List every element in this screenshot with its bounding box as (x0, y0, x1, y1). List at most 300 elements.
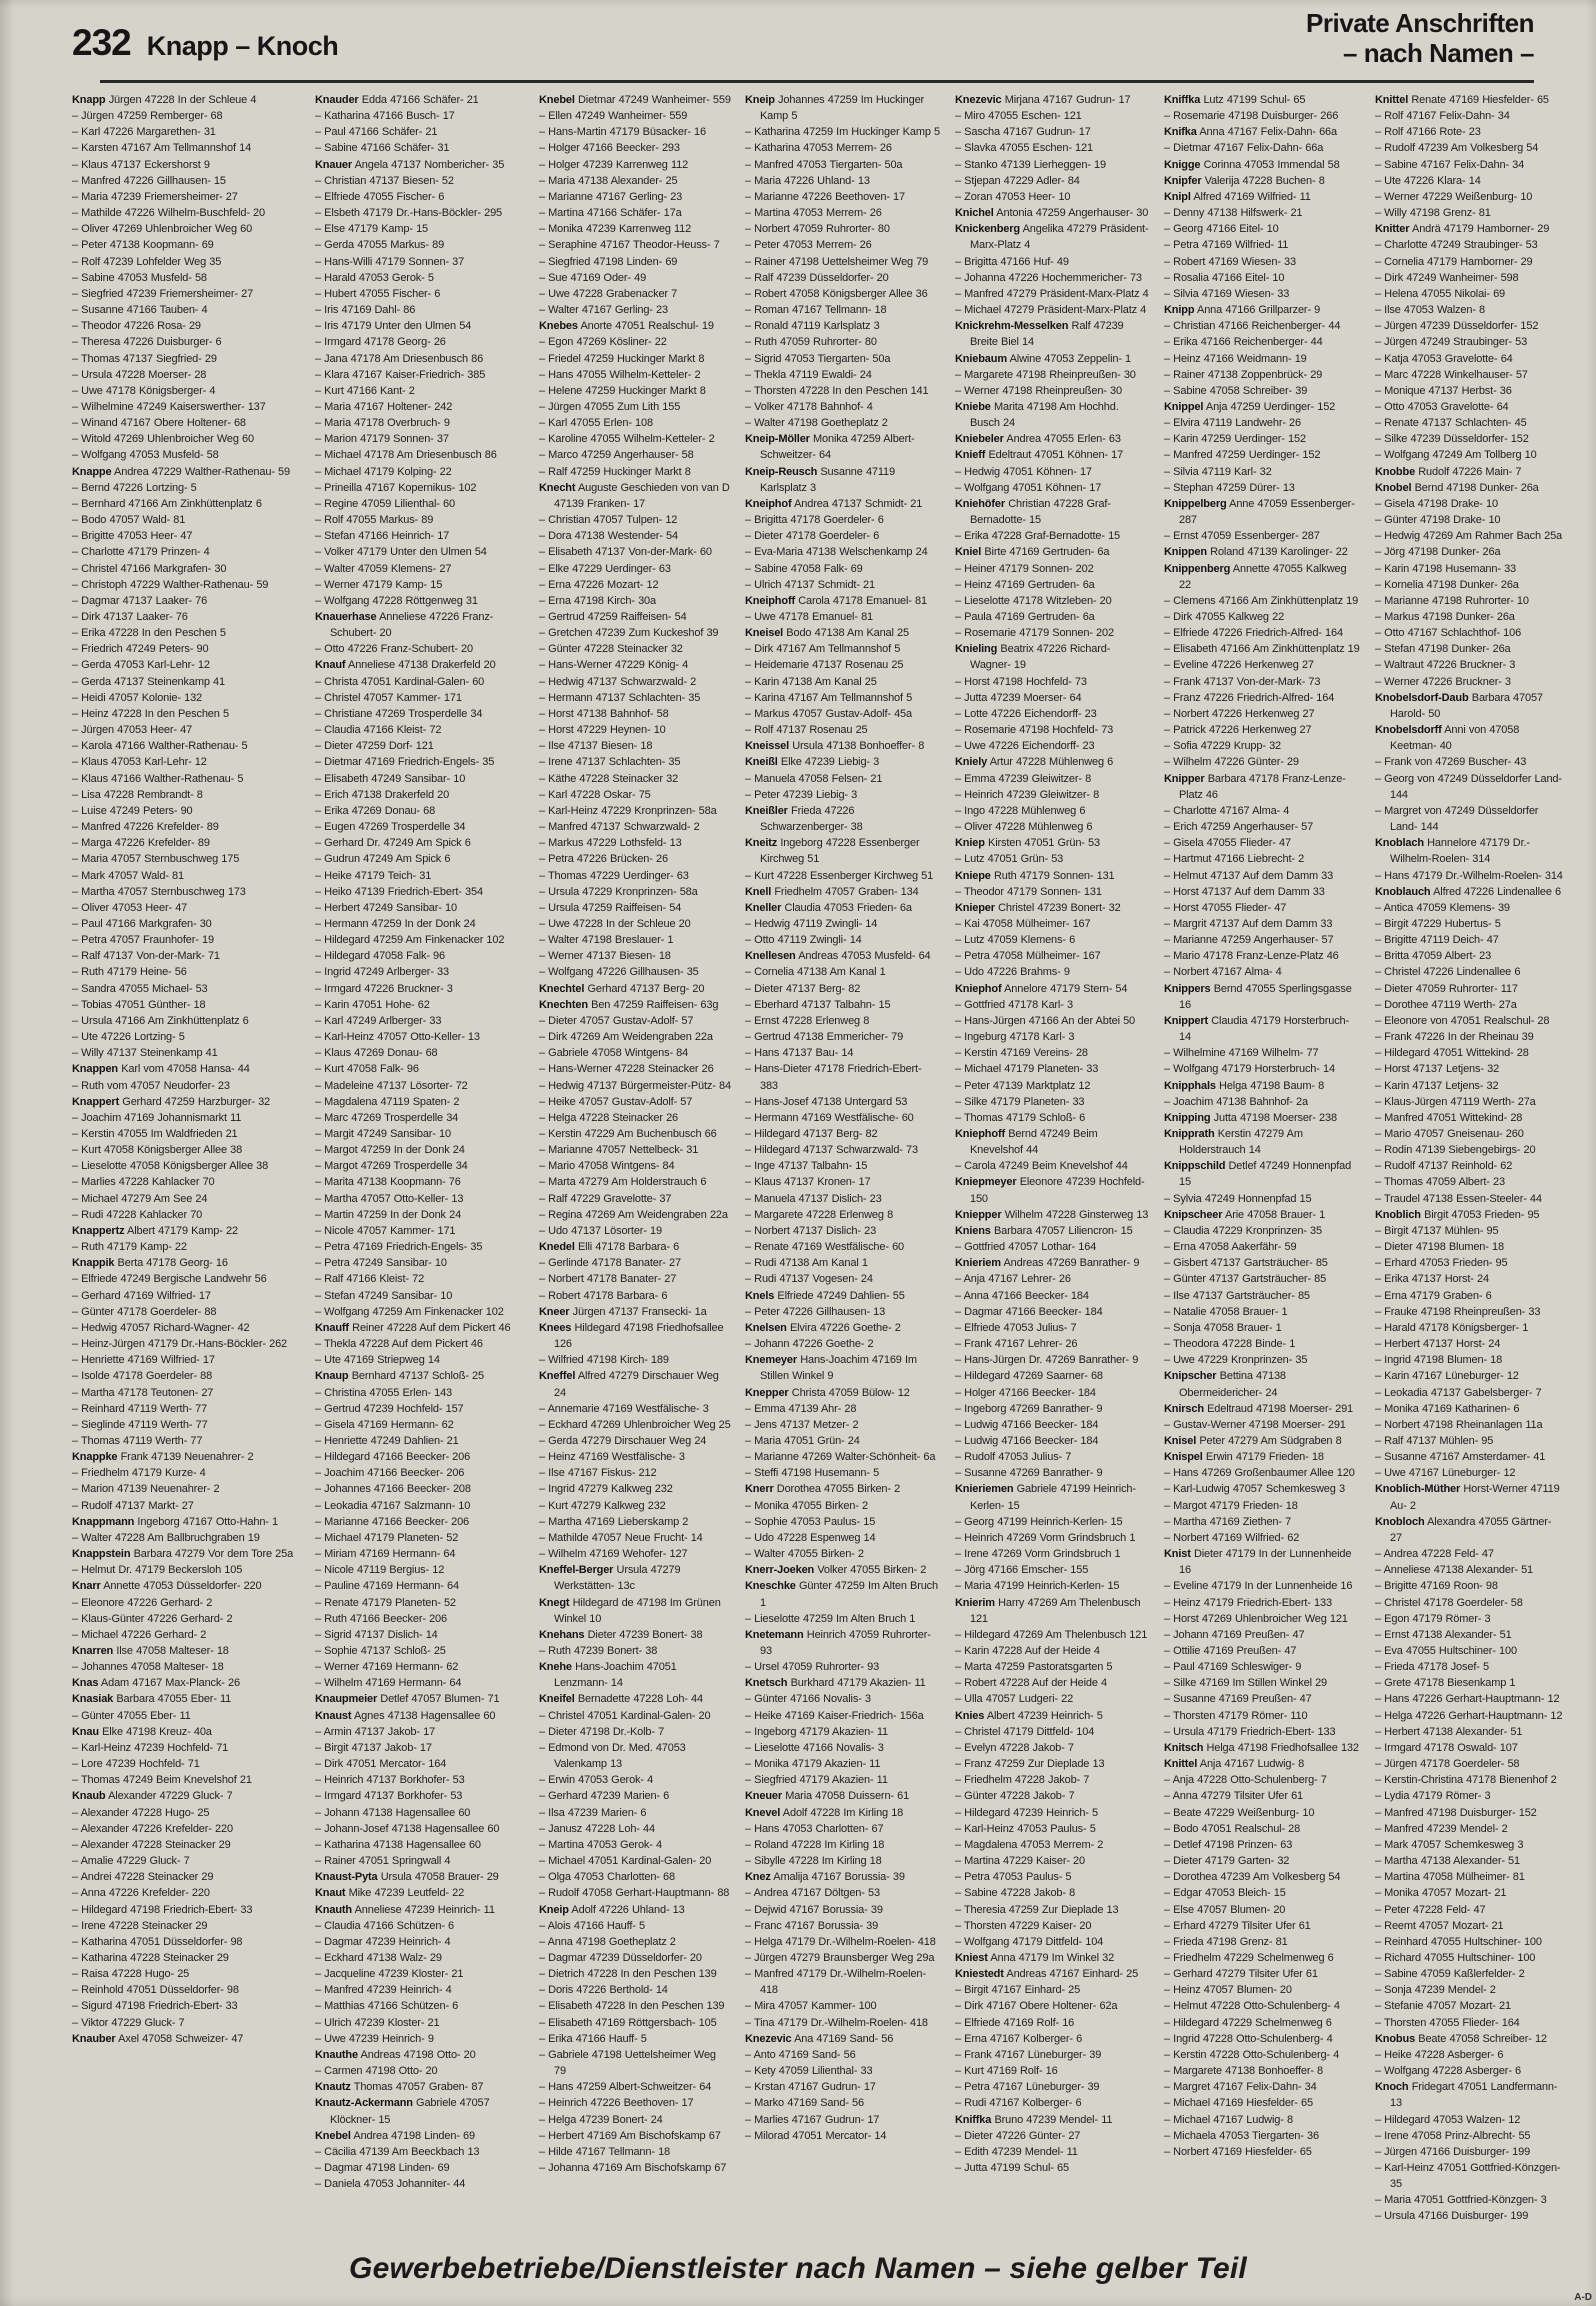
directory-entry-surname: Knelsen Elvira 47226 Goethe- 2 (745, 1321, 901, 1334)
directory-entry: – Birgit 47229 Hubertus- 5 (1375, 917, 1501, 930)
directory-entry: – Rudolf 47239 Am Volkesberg 54 (1375, 142, 1539, 155)
directory-entry: – Ute 47169 Striepweg 14 (315, 1354, 440, 1367)
directory-entry-surname: Kneip Adolf 47226 Uhland- 13 (539, 1903, 685, 1916)
directory-entry: – Thomas 47229 Uerdinger- 63 (539, 869, 689, 882)
directory-entry: – Kurt 47228 Essenberger Kirchweg 51 (745, 869, 934, 882)
directory-entry: – Hedwig 47119 Zwingli- 14 (745, 917, 878, 930)
directory-entry: – Ursula 47259 Raiffeisen- 54 (539, 901, 682, 914)
corner-mark: A-D (1574, 2292, 1592, 2303)
directory-entry: – Bodo 47051 Realschul- 28 (1164, 1822, 1301, 1835)
directory-entry: – Rosemarie 47198 Hochfeld- 73 (955, 724, 1114, 737)
directory-entry-surname: Knels Elfriede 47249 Dahlien- 55 (745, 1289, 905, 1302)
directory-entry-surname: Kneffel-Berger Ursula 47279 Werkstätten- 13c (539, 1564, 681, 1593)
directory-entry: – Friedhelm 47228 Jakob- 7 (955, 1774, 1090, 1787)
directory-entry: – Erika 47137 Horst- 24 (1375, 1273, 1489, 1286)
directory-entry: – Ralf 47229 Gravelotte- 37 (539, 1192, 672, 1205)
directory-entry: – Sophie 47137 Schloß- 25 (315, 1645, 446, 1657)
directory-entry: – Manfred 47198 Duisburger- 152 (1375, 1806, 1537, 1819)
directory-entry: – Miriam 47169 Hermann- 64 (315, 1548, 456, 1561)
directory-entry: – Erhard 47053 Frieden- 95 (1375, 1257, 1508, 1270)
directory-entry: – Karina 47167 Am Tellmannshof 5 (745, 691, 913, 704)
directory-entry-surname: Knauerhase Anneliese 47226 Franz-Schubert- 20 (315, 611, 494, 640)
directory-entry: – Marco 47259 Angerhauser- 58 (539, 449, 694, 462)
directory-entry-surname: Kneisel Bodo 47138 Am Kanal 25 (745, 627, 909, 640)
directory-entry-surname: Knippenberg Annette 47055 Kalkweg 22 (1164, 562, 1347, 591)
directory-entry: – Ottilie 47169 Preußen- 47 (1164, 1645, 1297, 1657)
directory-entry: – Annemarie 47169 Westfälische- 3 (539, 1402, 709, 1415)
directory-entry: – Oliver 47269 Uhlenbroicher Weg 60 (72, 223, 253, 236)
directory-entry: – Petra 47053 Paulus- 5 (955, 1871, 1072, 1884)
directory-entry: – Thomas 47137 Siegfried- 29 (72, 352, 217, 365)
directory-entry: – Udo 47226 Brahms- 9 (955, 966, 1070, 979)
directory-entry: – Margrit 47137 Auf dem Damm 33 (1164, 917, 1333, 930)
directory-entry: – Gisela 47198 Drake- 10 (1375, 497, 1498, 510)
directory-entry: – Martina 47166 Schäfer- 17a (539, 207, 682, 220)
directory-entry: – Karl-Ludwig 47057 Schemkesweg 3 (1164, 1483, 1345, 1496)
directory-entry: – Georg von 47249 Düsseldorfer Land- 144 (1375, 772, 1562, 801)
directory-entry: – Stephan 47259 Dürer- 13 (1164, 481, 1295, 494)
directory-entry: – Holger 47166 Beecker- 184 (955, 1386, 1096, 1399)
directory-entry: – Walter 47198 Breslauer- 1 (539, 934, 674, 947)
directory-entry: – Gottfried 47057 Lothar- 164 (955, 1241, 1097, 1254)
directory-entry: – Eleonore 47226 Gerhard- 2 (72, 1596, 213, 1609)
directory-entry: – Marta 47259 Pastoratsgarten 5 (955, 1661, 1113, 1674)
directory-entry: – Rainer 47138 Zoppenbrück- 29 (1164, 368, 1323, 381)
directory-entry: – Seraphine 47167 Theodor-Heuss- 7 (539, 239, 720, 252)
directory-entry: – Christel 47179 Dittfeld- 104 (955, 1725, 1095, 1738)
directory-entry: – Christian 47057 Tulpen- 12 (539, 514, 678, 527)
directory-entry: – Alexander 47226 Krefelder- 220 (72, 1822, 233, 1835)
directory-entry: – Wolfgang 47249 Am Tollberg 10 (1375, 449, 1537, 462)
directory-entry-surname: Knauf Anneliese 47138 Drakerfeld 20 (315, 659, 496, 672)
directory-entry: – Gerda 47137 Steinenkamp 41 (72, 675, 225, 688)
directory-entry: – Helmut Dr. 47179 Beckersloh 105 (72, 1564, 243, 1577)
directory-entry: – Gertrud 47259 Raiffeisen- 54 (539, 611, 687, 623)
directory-entry: – Hildegard 47137 Berg- 82 (745, 1128, 878, 1140)
directory-entry-surname: Knittel Renate 47169 Hiesfelder- 65 (1375, 94, 1549, 106)
directory-entry-surname: Knaust Agnes 47138 Hagensallee 60 (315, 1709, 496, 1722)
directory-entry-surname: Knispel Erwin 47179 Frieden- 18 (1164, 1451, 1324, 1464)
directory-entry: – Kurt 47169 Rolf- 16 (955, 2065, 1058, 2078)
directory-entry: – Erich 47138 Drakerfeld 20 (315, 788, 450, 801)
directory-entry: – Frank 47167 Lüneburger- 39 (955, 2048, 1102, 2061)
directory-entry: – Sigurd 47198 Friedrich-Ebert- 33 (72, 2000, 238, 2013)
directory-entry: – Ruth 47179 Kamp- 22 (72, 1241, 187, 1254)
directory-entry: – Heike 47179 Teich- 31 (315, 869, 432, 882)
directory-entry-surname: Knoblauch Alfred 47226 Lindenallee 6 (1375, 885, 1561, 898)
directory-entry: – Holger 47239 Karrenweg 112 (539, 158, 689, 171)
directory-entry: – Werner 47229 Weißenburg- 10 (1375, 190, 1533, 203)
directory-entry: – Anna 47198 Goetheplatz 2 (539, 1935, 676, 1948)
directory-entry-surname: Knebel Dietmar 47249 Wanheimer- 559 (539, 94, 731, 106)
directory-entry: – Hildegard 47058 Falk- 96 (315, 950, 445, 963)
directory-entry: – Maria 47051 Gottfried-Könzgen- 3 (1375, 2194, 1547, 2207)
directory-entry: – Zoran 47053 Heer- 10 (955, 190, 1071, 203)
directory-entry: – Sabine 47167 Felix-Dahn- 34 (1375, 158, 1525, 171)
directory-entry: – Dieter 47198 Dr.-Kolb- 7 (539, 1725, 665, 1738)
directory-entry: – Christel 47051 Kardinal-Galen- 20 (539, 1709, 711, 1722)
directory-entry: – Margarete 47228 Erlenweg 8 (745, 1208, 894, 1221)
directory-entry: – Krstan 47167 Gudrun- 17 (745, 2081, 876, 2094)
directory-entry: – Hildegard 47269 Saarner- 68 (955, 1370, 1103, 1383)
directory-entry: – Margret 47167 Felix-Dahn- 34 (1164, 2081, 1317, 2094)
directory-entry: – Reinhard 47055 Hultschiner- 100 (1375, 1935, 1542, 1948)
directory-entry: – Charlotte 47167 Alma- 4 (1164, 804, 1290, 817)
directory-entry: – Ulrich 47137 Schmidt- 21 (745, 578, 875, 591)
directory-entry-surname: Knieper Christel 47239 Bonert- 32 (955, 901, 1121, 914)
directory-entry: – Ilse 47137 Gartsträucher- 85 (1164, 1289, 1310, 1302)
directory-entry: – Ursula 47179 Friedrich-Ebert- 133 (1164, 1725, 1336, 1738)
directory-entry: – Erna 47198 Kirch- 30a (539, 594, 656, 607)
directory-entry: – Walter 47055 Birken- 2 (745, 1548, 864, 1561)
directory-entry: – Sue 47169 Oder- 49 (539, 271, 647, 284)
directory-entry: – Helga 47226 Gerhart-Hauptmann- 12 (1375, 1709, 1563, 1722)
directory-entry: – Petra 47058 Mülheimer- 167 (955, 950, 1101, 963)
directory-entry: – Jürgen 47053 Heer- 47 (72, 724, 193, 737)
directory-entry: – Ilsa 47239 Marien- 6 (539, 1806, 647, 1819)
directory-entry: – Siegfried 47198 Linden- 69 (539, 255, 678, 268)
directory-entry: – Wolfgang 47179 Horsterbruch- 14 (1164, 1063, 1335, 1076)
directory-entry: – Ursel 47059 Ruhrorter- 93 (745, 1661, 880, 1674)
directory-entry: – Erwin 47053 Gerok- 4 (539, 1774, 654, 1787)
directory-entry: – Uwe 47178 Königsberger- 4 (72, 384, 216, 397)
directory-entry: – Heinrich 47226 Beethoven- 17 (539, 2097, 694, 2110)
directory-entry: – Birgit 47167 Einhard- 25 (955, 1984, 1081, 1997)
directory-entry: – Norbert 47178 Banater- 27 (539, 1273, 677, 1286)
directory-entry: – Klaus 47137 Kronen- 17 (745, 1176, 871, 1189)
directory-entry: – Martina 47053 Merrem- 26 (745, 207, 882, 220)
directory-entry: – Karola 47166 Walther-Rathenau- 5 (72, 740, 248, 753)
directory-entry-surname: Knifka Anna 47167 Felix-Dahn- 66a (1164, 126, 1337, 139)
directory-entry-surname: Knippel Anja 47259 Uerdinger- 152 (1164, 400, 1336, 413)
directory-entry: – Lore 47239 Hochfeld- 71 (72, 1758, 200, 1771)
directory-entry: – Hildegard 47166 Beecker- 206 (315, 1451, 471, 1464)
directory-entry: – Wolfgang 47053 Musfeld- 58 (72, 449, 219, 462)
directory-entry: – Horst 47137 Letjens- 32 (1375, 1063, 1500, 1076)
directory-entry: – Viktor 47229 Gluck- 7 (72, 2016, 185, 2029)
directory-entry: – Edith 47239 Mendel- 11 (955, 2145, 1078, 2158)
directory-entry: – Kerstin 47229 Am Buchenbusch 66 (539, 1128, 717, 1140)
directory-entry: – Brigitte 47169 Roon- 98 (1375, 1580, 1498, 1593)
directory-entry: – Michael 47279 Präsident-Marx-Platz 4 (955, 304, 1147, 317)
directory-entry: – Lutz 47051 Grün- 53 (955, 853, 1064, 866)
directory-entry: – Ellen 47249 Wanheimer- 559 (539, 110, 688, 123)
directory-entry-surname: Knau Elke 47198 Kreuz- 40a (72, 1725, 212, 1738)
directory-entry: – Brigitta 47166 Huf- 49 (955, 255, 1069, 268)
directory-entry-surname: Kneer Jürgen 47137 Fransecki- 1a (539, 1305, 707, 1318)
directory-entry: – Kurt 47058 Falk- 96 (315, 1063, 419, 1076)
directory-entry-surname: Knappik Berta 47178 Georg- 16 (72, 1257, 228, 1270)
directory-entry-surname: Knellesen Andreas 47053 Musfeld- 64 (745, 950, 931, 963)
directory-entry: – Paul 47169 Schleswiger- 9 (1164, 1661, 1302, 1674)
directory-entry: – Peter 47228 Feld- 47 (1375, 1903, 1486, 1916)
directory-entry-surname: Kneip-Reusch Susanne 47119 Karlsplatz 3 (745, 465, 895, 494)
directory-entry: – Christian 47166 Reichenberger- 44 (1164, 320, 1341, 333)
directory-entry-surname: Knappertz Albert 47179 Kamp- 22 (72, 1224, 238, 1237)
directory-entry: – Dieter 47059 Ruhrorter- 117 (1375, 982, 1518, 995)
directory-entry: – Werner 47169 Hermann- 62 (315, 1661, 459, 1674)
directory-entry: – Jörg 47166 Emscher- 155 (955, 1564, 1089, 1577)
directory-entry: – Mark 47057 Wald- 81 (72, 869, 184, 882)
directory-entry: – Ingeborg 47269 Banrather- 9 (955, 1402, 1103, 1415)
directory-entry: – Karl-Heinz 47229 Kronprinzen- 58a (539, 804, 717, 817)
directory-entry: – Karl 47249 Arlberger- 33 (315, 1014, 442, 1027)
directory-entry: – Horst 47269 Uhlenbroicher Weg 121 (1164, 1612, 1348, 1625)
directory-entry: – Joachim 47166 Beecker- 206 (315, 1467, 465, 1480)
directory-entry: – Georg 47166 Eitel- 10 (1164, 223, 1279, 236)
directory-entry: – Werner 47198 Rheinpreußen- 30 (955, 384, 1122, 397)
directory-entry: – Dieter 47198 Blumen- 18 (1375, 1241, 1504, 1254)
directory-entry: – Klaus-Günter 47226 Gerhard- 2 (72, 1612, 233, 1625)
directory-entry: – Pauline 47169 Hermann- 64 (315, 1580, 459, 1593)
directory-entry: – Christel 47178 Goerdeler- 58 (1375, 1596, 1523, 1609)
directory-entry: – Mark 47057 Schemkesweg 3 (1375, 1838, 1524, 1851)
directory-entry: – Doris 47226 Berthold- 14 (539, 1984, 668, 1997)
directory-entry: – Renate 47169 Westfälische- 60 (745, 1241, 905, 1254)
directory-entry: – Ruth 47179 Heine- 56 (72, 966, 187, 979)
directory-entry: – Gerhard 47279 Tilsiter Ufer 61 (1164, 1968, 1318, 1981)
directory-entry-surname: Knell Friedhelm 47057 Graben- 134 (745, 885, 919, 898)
directory-entry: – Wilhelm 47226 Günter- 29 (1164, 756, 1299, 769)
directory-entry-surname: Kniffka Lutz 47199 Schul- 65 (1164, 94, 1306, 106)
directory-entry: – Otto 47167 Schlachthof- 106 (1375, 627, 1522, 640)
directory-entry: – Hildegard 47239 Heinrich- 5 (955, 1806, 1098, 1819)
directory-entry: – Inge 47137 Talbahn- 15 (745, 1160, 868, 1173)
directory-entry: – Else 47057 Blumen- 20 (1164, 1903, 1286, 1916)
directory-entry: – Monika 47055 Birken- 2 (745, 1499, 868, 1512)
directory-entry: – Marianne 47198 Ruhrorter- 10 (1375, 594, 1529, 607)
directory-entry: – Maria 47051 Grün- 24 (745, 1434, 860, 1447)
directory-entry: – Dagmar 47239 Düsseldorfer- 20 (539, 1951, 702, 1964)
directory-entry: – Wolfgang 47259 Am Finkenacker 102 (315, 1305, 504, 1318)
directory-entry: – Dirk 47167 Am Tellmannshof 5 (745, 643, 901, 656)
directory-entry: – Elvira 47119 Landwehr- 26 (1164, 417, 1301, 430)
directory-entry: – Lotte 47226 Eichendorff- 23 (955, 707, 1097, 720)
directory-entry: – Horst 47138 Bahnhof- 58 (539, 707, 669, 720)
directory-entry-surname: Knezevic Mirjana 47167 Gudrun- 17 (955, 94, 1131, 106)
directory-entry: – Irmgard 47178 Georg- 26 (315, 336, 446, 349)
directory-entry: – Uwe 47167 Lüneburger- 12 (1375, 1467, 1516, 1480)
directory-entry: – Heinz 47169 Gertruden- 6a (955, 578, 1095, 591)
directory-column (1375, 92, 1578, 2242)
directory-entry: – Erna 47179 Graben- 6 (1375, 1289, 1492, 1302)
directory-entry: – Markus 47057 Gustav-Adolf- 45a (745, 707, 912, 720)
directory-entry: – Marita 47138 Koopmann- 76 (315, 1176, 461, 1189)
directory-entry: – Elfriede 47169 Rolf- 16 (955, 2016, 1075, 2029)
directory-entry: – Stefan 47198 Dunker- 26a (1375, 643, 1511, 656)
directory-entry: – Martha 47169 Ziethen- 7 (1164, 1515, 1292, 1528)
directory-entry: – Carola 47249 Beim Knevelshof 44 (955, 1160, 1128, 1173)
directory-entry: – Elfriede 47053 Julius- 7 (955, 1321, 1077, 1334)
directory-entry: – Theresia 47259 Zur Dieplade 13 (955, 1903, 1119, 1916)
directory-entry: – Lieselotte 47178 Witzleben- 20 (955, 594, 1112, 607)
page-number: 232 (72, 22, 131, 63)
directory-entry: – Uwe 47228 In der Schleue 20 (539, 917, 691, 930)
directory-entry-surname: Knipper Barbara 47178 Franz-Lenze-Platz 46 (1164, 772, 1346, 801)
directory-entry: – Uwe 47239 Heinrich- 9 (315, 2032, 434, 2045)
directory-entry: – Magdalena 47053 Merrem- 2 (955, 1838, 1104, 1851)
directory-entry-surname: Knipping Jutta 47198 Moerser- 238 (1164, 1111, 1337, 1124)
directory-entry: – Martina 47058 Mülheimer- 81 (1375, 1871, 1525, 1884)
directory-entry: – Ursula 47166 Am Zinkhüttenplatz 6 (72, 1014, 249, 1027)
directory-entry: – Norbert 47059 Ruhrorter- 80 (745, 223, 890, 236)
directory-entry: – Manfred 47226 Krefelder- 89 (72, 821, 219, 834)
directory-entry: – Wilhelmine 47249 Kaiserswerther- 137 (72, 400, 266, 413)
directory-entry: – Beate 47229 Weißenburg- 10 (1164, 1806, 1315, 1819)
directory-entry-surname: Knipphals Helga 47198 Baum- 8 (1164, 1079, 1325, 1092)
directory-entry: – Charlotte 47179 Prinzen- 4 (72, 546, 210, 559)
directory-entry: – Rainer 47051 Springwall 4 (315, 1855, 451, 1868)
directory-entry: – Heinz 47228 In den Peschen 5 (72, 707, 229, 720)
directory-entry: – Michael 47178 Am Driesenbusch 86 (315, 449, 497, 462)
directory-entry: – Dirk 47269 Am Weidengraben 22a (539, 1031, 713, 1044)
directory-entry-surname: Knittel Anja 47167 Ludwig- 8 (1164, 1758, 1305, 1771)
directory-entry: – Jens 47137 Metzer- 2 (745, 1418, 859, 1431)
directory-entry-surname: Knechtel Gerhard 47137 Berg- 20 (539, 982, 705, 995)
directory-entry-surname: Kniep Kirsten 47051 Grün- 53 (955, 837, 1100, 850)
directory-entry: – Siegfried 47239 Friemersheimer- 27 (72, 287, 254, 300)
directory-entry: – Karl-Heinz 47053 Paulus- 5 (955, 1822, 1096, 1835)
directory-entry: – Günter 47178 Goerdeler- 88 (72, 1305, 217, 1318)
directory-entry: – Petra 47167 Lüneburger- 39 (955, 2081, 1100, 2094)
directory-entry-surname: Knoblich Birgit 47053 Frieden- 95 (1375, 1208, 1540, 1221)
directory-entry-surname: Knippert Claudia 47179 Horsterbruch- 14 (1164, 1014, 1350, 1044)
directory-entry-surname: Kneitz Ingeborg 47228 Essenberger Kirchweg 51 (745, 837, 920, 866)
directory-entry: – Heike 47057 Gustav-Adolf- 57 (539, 1095, 693, 1108)
directory-entry-surname: Kneißl Elke 47239 Liebig- 3 (745, 756, 880, 769)
directory-entry: – Sabine 47059 Kaßlerfelder- 2 (1375, 1968, 1525, 1981)
directory-entry-surname: Knippschild Detlef 47249 Honnenpfad 15 (1164, 1160, 1352, 1189)
directory-entry: – Andrea 47167 Döltgen- 53 (745, 1887, 880, 1900)
directory-entry: – Eva 47055 Hultschiner- 100 (1375, 1645, 1517, 1657)
directory-entry: – Dirk 47051 Mercator- 164 (315, 1758, 447, 1771)
directory-entry-surname: Knierim Harry 47269 Am Thelenbusch 121 (955, 1596, 1141, 1625)
directory-entry: – Margot 47179 Frieden- 18 (1164, 1499, 1298, 1512)
directory-entry: – Karin 47137 Letjens- 32 (1375, 1079, 1499, 1092)
directory-entry: – Heinrich 47137 Borkhofer- 53 (315, 1774, 465, 1787)
directory-entry: – Johann-Josef 47138 Hagensallee 60 (315, 1822, 500, 1835)
directory-entry: – Monika 47057 Mozart- 21 (1375, 1887, 1507, 1900)
directory-entry: – Susanne 47269 Banrather- 9 (955, 1467, 1103, 1480)
directory-entry: – Sonja 47058 Brauer- 1 (1164, 1321, 1282, 1334)
directory-entry: – Martha 47169 Lieberskamp 2 (539, 1515, 689, 1528)
directory-entry: – Klaus-Jürgen 47119 Werth- 27a (1375, 1095, 1536, 1108)
directory-entry-surname: Knetemann Heinrich 47059 Ruhrorter- 93 (745, 1628, 931, 1657)
directory-entry: – Jörg 47198 Dunker- 26a (1375, 546, 1501, 559)
directory-entry: – Jürgen 47239 Düsseldorfer- 152 (1375, 320, 1539, 333)
directory-entry: – Jürgen 47166 Duisburger- 199 (1375, 2145, 1531, 2158)
directory-entry: – Hildegard 47229 Schelmenweg 6 (1164, 2016, 1332, 2029)
directory-entry-surname: Knipfer Valerija 47228 Buchen- 8 (1164, 174, 1325, 187)
directory-entry: – Ronald 47119 Karlsplatz 3 (745, 320, 880, 333)
directory-entry: – Henriette 47249 Dahlien- 21 (315, 1434, 459, 1447)
directory-column (955, 92, 1164, 2242)
directory-entry-surname: Knappert Gerhard 47259 Harzburger- 32 (72, 1095, 271, 1108)
directory-entry-surname: Knautz Thomas 47057 Graben- 87 (315, 2081, 484, 2094)
directory-entry: – Helga 47179 Dr.-Wilhelm-Roelen- 418 (745, 1935, 936, 1948)
directory-entry: – Frauke 47198 Rheinpreußen- 33 (1375, 1305, 1541, 1318)
directory-entry: – Mira 47057 Kammer- 100 (745, 2000, 877, 2013)
directory-entry: – Thomas 47179 Schloß- 6 (955, 1111, 1086, 1124)
directory-entry: – Hans 47179 Dr.-Wilhelm-Roelen- 314 (1375, 869, 1563, 882)
directory-entry-surname: Knaut Mike 47239 Leutfeld- 22 (315, 1887, 465, 1900)
directory-entry: – Robert 47178 Barbara- 6 (539, 1289, 668, 1302)
directory-entry: – Frieda 47178 Josef- 5 (1375, 1661, 1489, 1674)
directory-entry: – Heinrich 47239 Gleiwitzer- 8 (955, 788, 1100, 801)
directory-entry-surname: Knobus Beate 47058 Schreiber- 12 (1375, 2032, 1547, 2045)
directory-entry-surname: Knegt Hildegard de 47198 Im Grünen Winkel 10 (539, 1596, 721, 1625)
directory-entry-surname: Knauff Reiner 47228 Auf dem Pickert 46 (315, 1321, 511, 1334)
directory-entry: – Franc 47167 Borussia- 39 (745, 1919, 879, 1932)
directory-entry: – Kerstin 47169 Vereins- 28 (955, 1047, 1088, 1060)
directory-entry: – Edgar 47053 Bleich- 15 (1164, 1887, 1286, 1900)
directory-entry: – Heinz 47169 Westfälische- 3 (539, 1451, 685, 1464)
directory-entry-surname: Knitter Andrä 47179 Hamborner- 29 (1375, 223, 1550, 236)
directory-entry: – Uwe 47226 Eichendorff- 23 (955, 740, 1095, 753)
directory-entry: – Katja 47053 Gravelotte- 64 (1375, 352, 1513, 365)
directory-entry: – Robert 47228 Auf der Heide 4 (955, 1677, 1108, 1690)
directory-entry-surname: Kniephoff Bernd 47249 Beim Knevelshof 44 (955, 1128, 1098, 1157)
directory-entry-surname: Knieff Edeltraut 47051 Köhnen- 17 (955, 449, 1124, 462)
directory-entry-surname: Knist Dieter 47179 In der Lunnenheide 16 (1164, 1548, 1352, 1577)
directory-entry: – Michaela 47053 Tiergarten- 36 (1164, 2129, 1319, 2142)
directory-entry: – Elfriede 47249 Bergische Landwehr 56 (72, 1273, 267, 1286)
directory-entry: – Petra 47226 Brücken- 26 (539, 853, 668, 866)
directory-entry: – Karl 47228 Oskar- 75 (539, 788, 651, 801)
directory-entry: – Marianne 47226 Beethoven- 17 (745, 190, 905, 203)
directory-entry-surname: Knauth Anneliese 47239 Heinrich- 11 (315, 1903, 495, 1916)
directory-entry-surname: Kneip Johannes 47259 Im Huckinger Kamp 5 (745, 94, 925, 123)
directory-entry-surname: Kniebe Marita 47198 Am Hochhd. Busch 24 (955, 400, 1119, 430)
directory-entry: – Regina 47269 Am Weidengraben 22a (539, 1208, 728, 1221)
directory-entry: – Helene 47259 Huckinger Markt 8 (539, 384, 706, 397)
directory-entry: – Dietmar 47169 Friedrich-Engels- 35 (315, 756, 495, 769)
directory-entry: – Ilse 47167 Fiskus- 212 (539, 1467, 657, 1480)
directory-entry: – Walter 47167 Gerling- 23 (539, 304, 668, 317)
directory-entry: – Helmut 47137 Auf dem Damm 33 (1164, 869, 1334, 882)
directory-entry: – Margarete 47198 Rheinpreußen- 30 (955, 368, 1136, 381)
directory-entry: – Dieter 47226 Günter- 27 (955, 2129, 1081, 2142)
directory-entry: – Christian 47137 Biesen- 52 (315, 174, 454, 187)
directory-entry: – Theodora 47228 Binde- 1 (1164, 1338, 1296, 1351)
directory-entry: – Walter 47228 Am Ballbruchgraben 19 (72, 1531, 260, 1544)
directory-entry: – Hedwig 47137 Bürgermeister-Pütz- 84 (539, 1079, 731, 1092)
directory-entry: – Hermann 47137 Schlachten- 35 (539, 691, 701, 704)
directory-entry: – Brigitte 47119 Deich- 47 (1375, 934, 1499, 947)
directory-entry: – Dirk 47055 Kalkweg 22 (1164, 611, 1285, 623)
directory-entry-surname: Knitsch Helga 47198 Friedhofsallee 132 (1164, 1741, 1359, 1754)
directory-entry: – Isolde 47178 Goerdeler- 88 (72, 1370, 213, 1383)
directory-entry: – Reinhard 47119 Werth- 77 (72, 1402, 208, 1415)
directory-entry: – Dora 47138 Westender- 54 (539, 530, 678, 543)
directory-entry-surname: Knas Adam 47167 Max-Planck- 26 (72, 1677, 240, 1690)
directory-entry: – Horst 47229 Heynen- 10 (539, 724, 666, 737)
directory-entry: – Jürgen 47249 Straubinger- 53 (1375, 336, 1528, 349)
directory-entry: – Maria 47057 Sternbuschweg 175 (72, 853, 240, 866)
directory-entry-surname: Knevel Adolf 47228 Im Kirling 18 (745, 1806, 904, 1819)
directory-entry: – Kerstin-Christina 47178 Bienenhof 2 (1375, 1774, 1557, 1787)
directory-entry: – Andrei 47228 Steinacker 29 (72, 1871, 214, 1884)
directory-entry: – Sonja 47239 Mendel- 2 (1375, 1984, 1496, 1997)
directory-entry: – Walter 47059 Klemens- 27 (315, 562, 452, 575)
directory-entry-surname: Knisel Peter 47279 Am Südgraben 8 (1164, 1434, 1342, 1447)
directory-entry: – Manfred 47279 Präsident-Marx-Platz 4 (955, 287, 1149, 300)
directory-entry: – Ingrid 47279 Kalkweg 232 (539, 1483, 673, 1496)
directory-entry: – Markus 47198 Dunker- 26a (1375, 611, 1515, 623)
directory-entry: – Ilse 47053 Walzen- 8 (1375, 304, 1486, 317)
directory-entry: – Herbert 47137 Horst- 24 (1375, 1338, 1501, 1351)
directory-entry: – Claudia 47166 Schützen- 6 (315, 1919, 455, 1932)
